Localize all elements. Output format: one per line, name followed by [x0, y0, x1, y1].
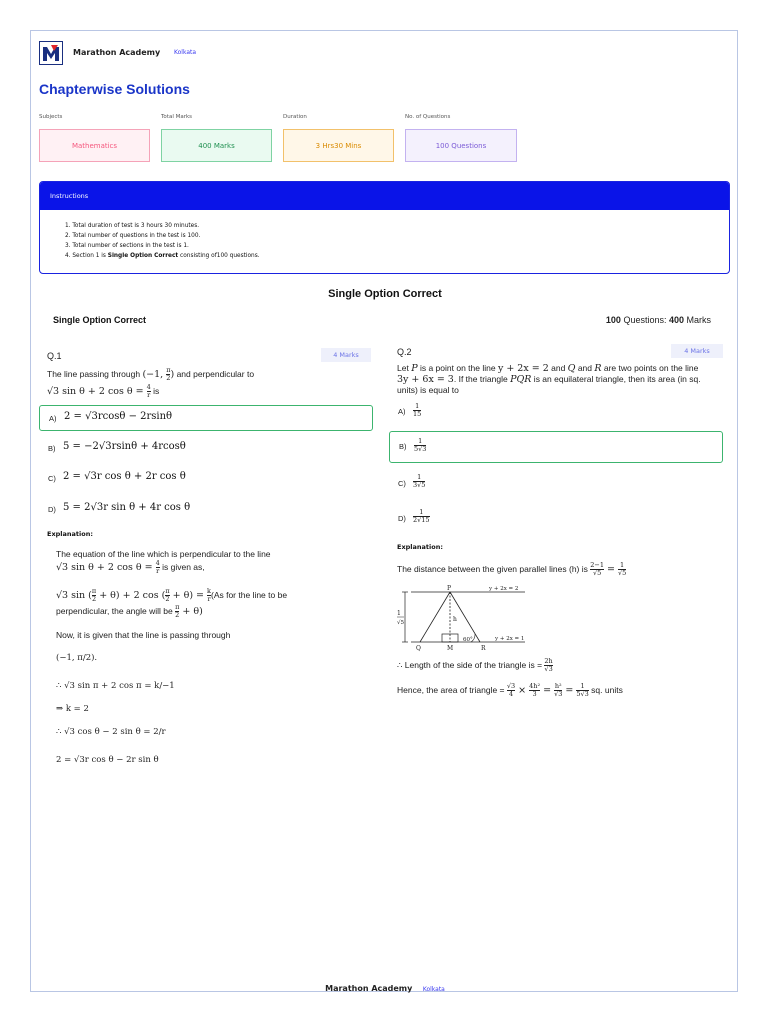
- explanation-heading: Explanation:: [47, 530, 93, 538]
- label-line1: y + 2x = 2: [489, 586, 519, 592]
- explanation-line: √3 sin θ + 2 cos θ = $\frac{4}{r}$ is given as,: [56, 559, 205, 575]
- option-c[interactable]: C) 2 = √3r cos θ + 2r cos θ: [48, 471, 186, 483]
- option-b[interactable]: B) $\frac{1}{5√3}$: [389, 431, 723, 463]
- label-m: M: [447, 645, 454, 652]
- question-text: The line passing through (−1, $\frac{\pi}{2}$ ) and perpendicular to: [47, 366, 255, 382]
- subjects-badge: Mathematics: [39, 129, 150, 162]
- page-title: Chapterwise Solutions: [39, 81, 190, 97]
- header-city: Kolkata: [174, 49, 197, 56]
- footer-city: Kolkata: [422, 986, 445, 993]
- instruction-item: 3. Total number of sections in the test is 1.: [65, 243, 189, 249]
- explanation-heading: Explanation:: [397, 543, 443, 551]
- option-d[interactable]: D) 5 = 2√3r sin θ + 4r cos θ: [48, 502, 191, 514]
- section-title: Single Option Correct: [328, 288, 442, 300]
- questions-badge: 100 Questions: [405, 129, 517, 162]
- instructions-heading: Instructions: [40, 182, 729, 210]
- svg-text:√5: √5: [397, 620, 405, 626]
- option-c[interactable]: C) $\frac{1}{3√5}$: [398, 473, 426, 490]
- question-number: Q.1: [47, 351, 62, 361]
- instruction-item: 4. Section 1 is Single Option Correct consisting of100 questions.: [65, 253, 260, 259]
- label-angle: 60°: [463, 637, 473, 643]
- footer: [31, 978, 739, 996]
- explanation-line: (−1, π/2).: [56, 653, 98, 663]
- label-r: R: [481, 645, 486, 652]
- label-p: P: [447, 585, 452, 592]
- explanation-line: 2 = √3r cos θ − 2r sin θ: [56, 755, 159, 765]
- section-subtitle: Single Option Correct: [53, 315, 147, 325]
- label-q: Q: [416, 645, 421, 652]
- academy-logo: [39, 41, 63, 65]
- explanation-line: ∴ Length of the side of the triangle is = $\frac{2h}{√3}$: [397, 657, 553, 673]
- explanation-line: ∴ √3 cos θ − 2 sin θ = 2/r: [56, 727, 166, 737]
- document-page: [30, 30, 738, 992]
- instruction-item: 2. Total number of questions in the test is 100.: [65, 233, 201, 239]
- instructions-list: [40, 210, 729, 261]
- explanation-line: √3 sin ( $\frac{\pi}{2}$ + θ) + 2 cos ( $\frac{\pi}{2}$ + θ) = $\frac{k}{r}$ (As for the line to be: [56, 587, 288, 603]
- triangle-figure: [397, 583, 557, 655]
- instructions-panel: [39, 181, 730, 274]
- question-marks-badge: 4 Marks: [671, 344, 723, 358]
- explanation-line: ⇒ k = 2: [56, 704, 89, 714]
- explanation-line: The equation of the line which is perpendicular to the line: [56, 549, 271, 559]
- explanation-line: ∴ √3 sin π + 2 cos π = k/−1: [56, 681, 175, 691]
- option-a[interactable]: A) $\frac{1}{15}$: [398, 402, 422, 419]
- duration-badge: 3 Hrs30 Mins: [283, 129, 394, 162]
- subjects-label: Subjects: [39, 114, 63, 120]
- question-marks-badge: 4 Marks: [321, 348, 371, 362]
- instruction-item: 1. Total duration of test is 3 hours 30 minutes.: [65, 223, 200, 229]
- footer-brand: Marathon Academy: [325, 984, 413, 993]
- explanation-line: Now, it is given that the line is passing through: [56, 630, 231, 640]
- option-a[interactable]: A) 2 = √3rcosθ − 2rsinθ: [39, 405, 373, 431]
- question-text: Let P is a point on the line y + 2x = 2 and Q and R are two points on the line 3y + 6x = 3. If the triangle PQR is an equilateral triangle, then its area (in sq. units) is equal to: [397, 363, 701, 395]
- svg-text:1: 1: [397, 610, 401, 617]
- header-brand: Marathon Academy: [73, 48, 161, 57]
- option-b[interactable]: B) 5 = −2√3rsinθ + 4rcosθ: [48, 441, 186, 453]
- explanation-line: The distance between the given parallel lines (h) is $\frac{2-1}{√5}$ = $\frac{1}{√5}$: [397, 561, 627, 577]
- label-h: h: [453, 616, 457, 623]
- explanation-line: Hence, the area of triangle = $\frac{√3}{4}$ × $\frac{\text{4h²}}{3}$ = $\frac{\text{h²}}{√3}$ = $\frac{1}{5√3}$ sq. units: [397, 682, 623, 698]
- explanation-line: perpendicular, the angle will be $\frac{\pi}{2}$ + θ): [56, 603, 203, 619]
- question-number: Q.2: [397, 347, 412, 357]
- triangle-side-pq: [420, 592, 450, 642]
- option-d[interactable]: D) $\frac{1}{2√15}$: [398, 508, 430, 525]
- duration-label: Duration: [283, 114, 307, 120]
- total-marks-badge: 400 Marks: [161, 129, 272, 162]
- question-equation: √3 sin θ + 2 cos θ = $\frac{4}{r}$ is: [47, 383, 160, 399]
- questions-label: No. of Questions: [405, 114, 451, 120]
- label-line2: y + 2x = 1: [495, 636, 525, 642]
- section-count: 100 Questions: 400 Marks: [605, 315, 711, 325]
- total-marks-label: Total Marks: [161, 114, 193, 120]
